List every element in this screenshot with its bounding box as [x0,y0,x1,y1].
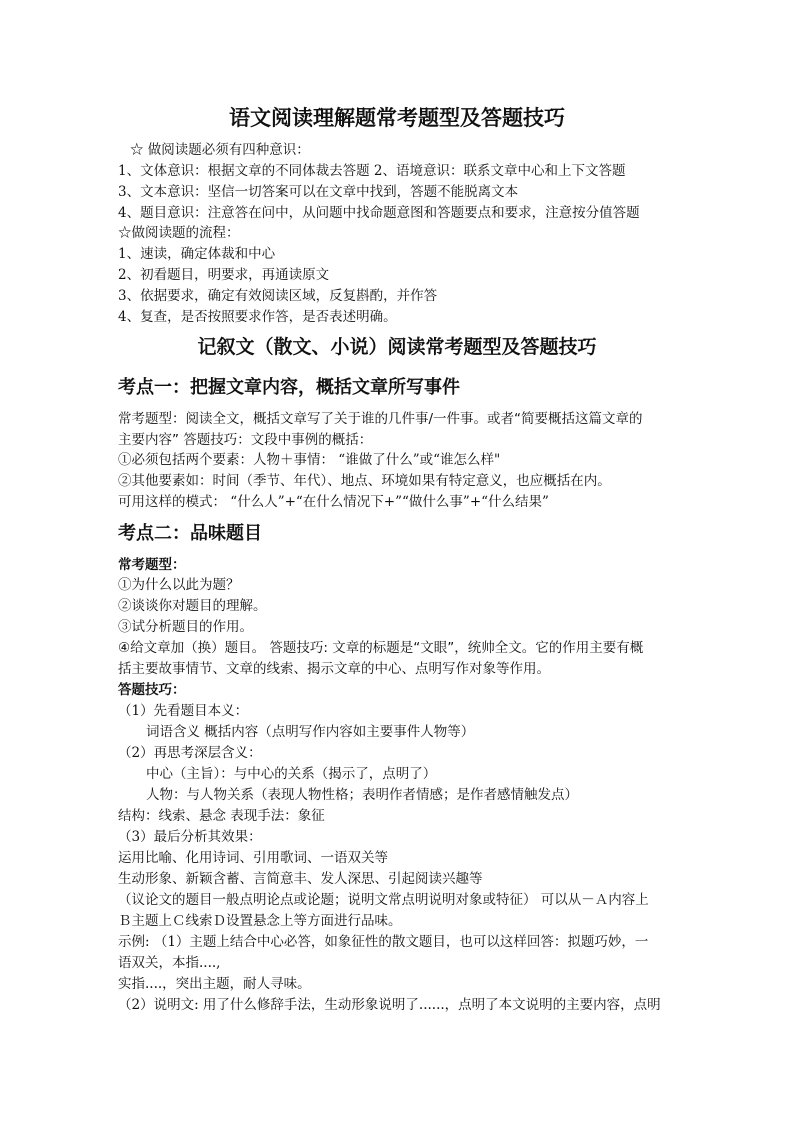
process-item-2: 2、初看题目，明要求，再通读原文 [118,267,330,283]
section1-line-1: 常考题型：阅读全文，概括文章写了关于谁的几件事/一件事。或者“简要概括这篇文章的 [118,411,643,427]
section2-example-1: 示例: （1）主题上结合中心必答，如象征性的散文题目，也可以这样回答：拟题巧妙，一 [118,934,649,950]
process-header: ☆做阅读题的流程： [118,225,240,241]
awareness-header: ☆ 做阅读题必须有四种意识： [130,142,310,158]
section2-tip-3b: 生动形象、新颖含蓄、言简意丰、发人深思、引起阅读兴趣等 [118,871,483,887]
section2-example-1-end: 实指....，突出主题，耐人寻味。 [118,976,311,992]
section2-tip-3a: 运用比喻、化用诗词、引用歌词、一语双关等 [118,850,388,866]
section2-tip-1: （1）先看题目本义： [118,703,249,719]
section2-tip-2b: 人物：与人物关系（表现人物性格；表明作者情感；是作者感情触发点） [146,787,578,803]
section2-question-1: ①为什么以此为题？ [118,577,240,593]
section2-example-1-cont: 语双关，本指...., [118,955,221,971]
section2-question-4: ④给文章加（换）题目。 答题技巧: 文章的标题是“文眼”，统帅全文。它的作用主要有概 [118,640,644,656]
section1-line-3: ①必须包括两个要素：人物＋事情： “谁做了什么”或“谁怎么样" [118,452,501,468]
section2-question-3: ③试分析题目的作用。 [118,619,253,635]
section2-tip-4-cont: Ｂ主题上Ｃ线索Ｄ设置悬念上等方面进行品味。 [118,913,402,929]
awareness-item-1: 1、文体意识：根据文章的不同体裁去答题 2、语境意识：联系文章中心和上下文答题 [118,163,626,179]
section2-tip-3: （3）最后分析其效果： [118,829,262,845]
process-item-1: 1、速读，确定体裁和中心 [118,246,276,262]
process-item-4: 4、复查，是否按照要求作答，是否表述明确。 [118,309,397,325]
section1-heading: 考点一：把握文章内容，概括文章所写事件 [118,377,460,398]
awareness-item-3: 3、文本意识：坚信一切答案可以在文章中找到，答题不能脱离文本 [118,184,519,200]
section2-tip-2: （2）再思考深层含义： [118,745,262,761]
section2-types-label: 常考题型： [118,557,186,573]
section-subtitle: 记叙文（散文、小说）阅读常考题型及答题技巧 [197,336,597,358]
section1-line-2: 主要内容” 答题技巧：文段中事例的概括： [118,432,373,448]
section1-line-4: ②其他要素如：时间（季节、年代）、地点、环境如果有特定意义，也应概括在内。 [118,473,611,489]
section2-question-2: ②谈谈你对题目的理解。 [118,598,267,614]
section2-tip-4: （议论文的题目一般点明论点或论题；说明文常点明说明对象或特征） 可以从－Ａ内容上 [118,892,649,908]
section2-question-4-cont: 括主要故事情节、文章的线索、揭示文章的中心、点明写作对象等作用。 [118,661,550,677]
awareness-item-4: 4、题目意识：注意答在问中，从问题中找命题意图和答题要点和要求，注意按分值答题 [118,205,640,221]
section2-tips-label: 答题技巧： [118,682,186,698]
section1-line-5: 可用这样的模式： “什么人”+“在什么情况下+”“做什么事”+“什么结果” [118,494,549,510]
section2-tip-2a: 中心（主旨）：与中心的关系（揭示了，点明了） [146,766,437,782]
section2-example-2: （2）说明文: 用了什么修辞手法，生动形象说明了......，点明了本文说明的主要内容，点明 [118,997,661,1013]
section2-heading: 考点二：品味题目 [118,523,262,544]
section2-tip-2c: 结构：线索、悬念 表现手法：象征 [118,808,325,824]
page-title: 语文阅读理解题常考题型及答题技巧 [229,105,565,130]
process-item-3: 3、依据要求，确定有效阅读区域，反复斟酌，并作答 [118,288,438,304]
section2-tip-1a: 词语含义 概括内容（点明写作内容如主要事件人物等） [146,724,475,740]
